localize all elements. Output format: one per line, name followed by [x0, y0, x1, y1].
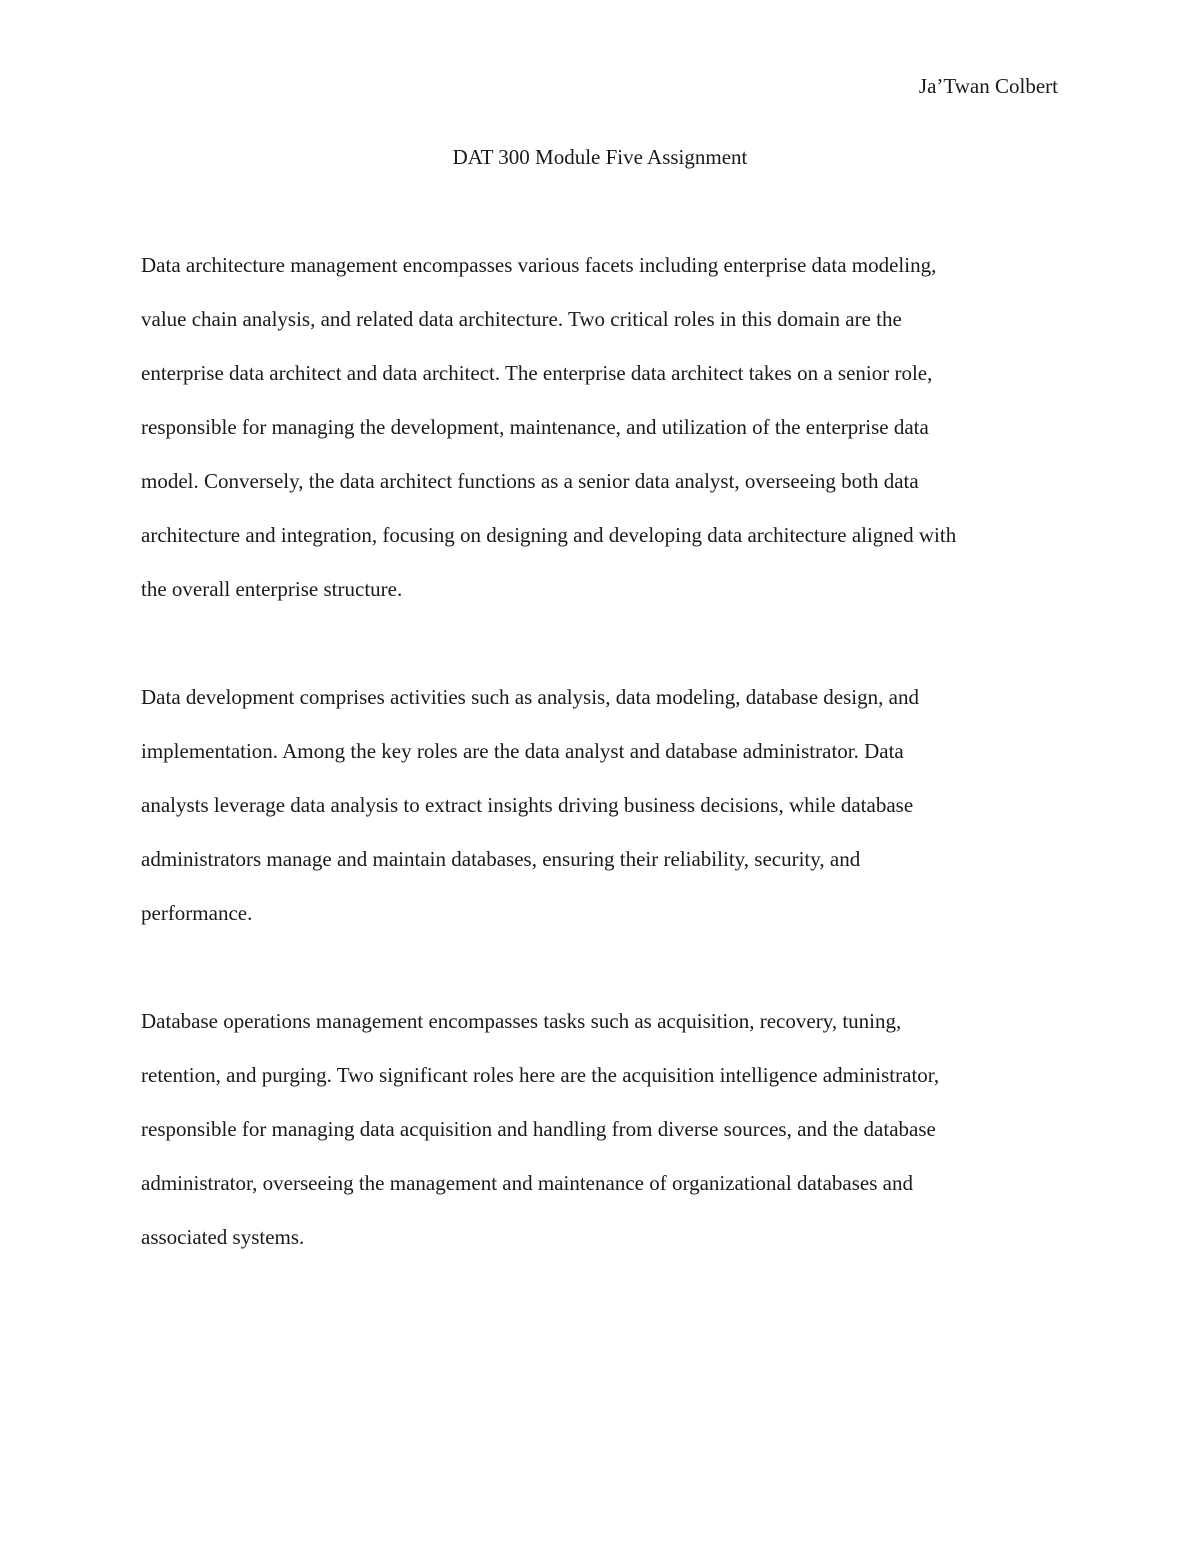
text-line: responsible for managing data acquisition and handling from diverse sources, and the database — [141, 1117, 936, 1141]
text-line: administrators manage and maintain databases, ensuring their reliability, security, and — [141, 847, 861, 871]
document-body — [141, 251, 1061, 1331]
text-line: analysts leverage data analysis to extract insights driving business decisions, while database — [141, 793, 914, 817]
paragraph-data-architecture — [141, 251, 1061, 629]
text-line: performance. — [141, 901, 253, 925]
text-line: enterprise data architect and data architect. The enterprise data architect takes on a senior role, — [141, 361, 933, 385]
text-line: administrator, overseeing the management and maintenance of organizational databases and — [141, 1171, 913, 1195]
paragraph-database-operations — [141, 1007, 1061, 1277]
paragraph-data-development — [141, 683, 1061, 953]
text-line: associated systems. — [141, 1225, 305, 1249]
document-title: DAT 300 Module Five Assignment — [452, 145, 748, 169]
text-line: Data development comprises activities such as analysis, data modeling, database design, and — [141, 685, 919, 709]
text-line: Database operations management encompasses tasks such as acquisition, recovery, tuning, — [141, 1009, 902, 1033]
text-line: the overall enterprise structure. — [141, 577, 403, 601]
text-line: retention, and purging. Two significant roles here are the acquisition intelligence administrator, — [141, 1063, 940, 1087]
text-line: Data architecture management encompasses various facets including enterprise data modeling, — [141, 253, 937, 277]
text-line: model. Conversely, the data architect functions as a senior data analyst, overseeing both data — [141, 469, 919, 493]
text-line: value chain analysis, and related data architecture. Two critical roles in this domain are the — [141, 307, 902, 331]
text-line: implementation. Among the key roles are the data analyst and database administrator. Data — [141, 739, 904, 763]
text-line: architecture and integration, focusing on designing and developing data architecture aligned with — [141, 523, 957, 547]
author-name: Ja’Twan Colbert — [918, 74, 1058, 98]
text-line: responsible for managing the development, maintenance, and utilization of the enterprise data — [141, 415, 929, 439]
